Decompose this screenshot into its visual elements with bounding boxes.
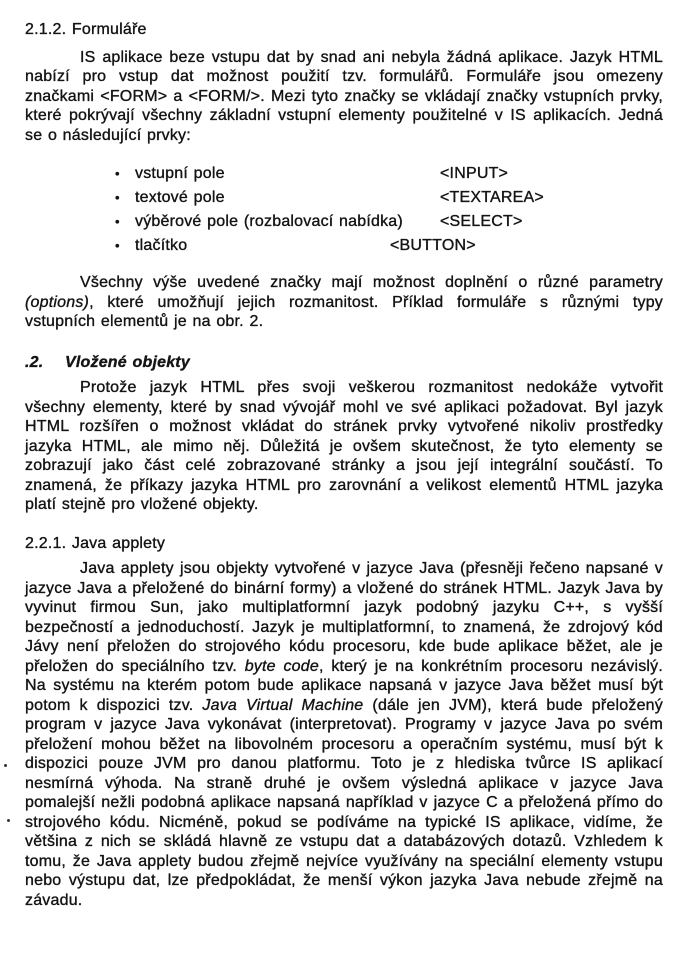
bullet-icon: • [115, 214, 120, 229]
heading-java-applety: 2.2.1. Java applety [25, 534, 166, 552]
heading-number: .2. [25, 353, 44, 371]
html-tag-input: <INPUT> [440, 165, 509, 182]
html-tag-button: <BUTTON> [390, 237, 476, 254]
heading-title: Vložené objekty [65, 353, 190, 371]
list-item-textove-pole [25, 186, 663, 210]
list-item-label: vstupní pole [135, 165, 225, 182]
paragraph-formulare-options: Všechny výše uvedené značky mají možnost doplnění o různé parametry (options), které umožňují jejich rozmanitost. Příklad formuláře s různými typy vstupních elementů je na obr. 2. [25, 274, 663, 330]
paragraph-formulare-intro: IS aplikace beze vstupu dat by snad ani nebyla žádná aplikace. Jazyk HTML nabízí pro vstup dat možnost použití tzv. formulářů. Formuláře jsou omezeny značkami <FORM> a <FORM/>. Mezi tyto značky se vkládají značky vstupních prvky, které pokrývají všechny základní vstupní elementy použitelné v IS aplikacích. Jedná se o následující prvky: [25, 48, 663, 144]
list-item-tlacitko [25, 234, 663, 258]
scan-artifact-dot [7, 819, 10, 822]
html-tag-select: <SELECT> [440, 213, 523, 230]
list-item-vyberove-pole [25, 210, 663, 234]
html-tag-textarea: <TEXTAREA> [440, 189, 544, 206]
heading-vlozene-objekty [25, 353, 663, 373]
bullet-icon: • [115, 238, 120, 253]
list-item-vstupni-pole [25, 162, 663, 186]
list-item-label: textové pole [135, 189, 225, 206]
bullet-icon: • [115, 166, 120, 181]
paragraph-vlozene-objekty: Protože jazyk HTML přes svoji veškerou rozmanitost nedokáže vytvořit všechny elementy, které by snad vývojář mohl ve své aplikaci požadovat. Byl jazyk HTML rozšířen o možnost vkládat do stránek prvky vytvořené nikoliv prostředky jazyka HTML, ale mimo něj. Důležitá je ovšem skutečnost, že tyto elementy se zobrazují jako část celé zobrazované stránky a jsou její integrální součástí. To znamená, že příkazy jazyka HTML pro zarovnání a velikost elementů HTML jazyka platí stejně pro vložené objekty. [25, 379, 663, 513]
scan-artifact-dot [4, 764, 7, 767]
list-item-label: tlačítko [135, 237, 188, 254]
form-elements-list [25, 162, 663, 258]
page-content [25, 20, 663, 910]
paragraph-java-applety: Java applety jsou objekty vytvořené v jazyce Java (přesněji řečeno napsané v jazyce Java a přeložené do binární formy) a vložené do stránek HTML. Jazyk Java by vyvinut firmou Sun, jako multiplatformní jazyk podobný jazyku C++, s vyšší bezpečností a jednoduchostí. Jazyk je multiplatformní, to znamená, že zdrojový kód Jávy není přeložen do strojového kódu procesoru, kde bude aplikace běžet, ale je přeložen do speciálního tzv. byte code, který je na konkrétním procesoru nezávislý. Na systému na kterém potom bude aplikace napsaná v jazyce Java běžet musí být potom k dispozici tzv. Java Virtual Machine (dále jen JVM), která bude přeložený program v jazyce Java vykonávat (interpretovat). Programy v jazyce Java po svém přeložení mohou běžet na libovolném procesoru a operačním systému, musí být k dispozici pouze JVM pro danou platformu. Toto je z hlediska tvůrce IS aplikací nesmírná výhoda. Na straně druhé je ovšem výsledná aplikace v jazyce Java pomalejší nežli podobná aplikace napsaná například v jazyce C a přeložená přímo do strojového kódu. Nicméně, pokud se podíváme na typické IS aplikace, vidíme, že většina z nich se skládá hlavně ze vstupu dat a databázových dotazů. Vzhledem k tomu, že Java applety budou zřejmě nejvíce využívány na speciální elementy vstupu nebo výstupu dat, lze předpokládat, že menší výkon jazyka Java nebude zřejmě na závadu. [25, 560, 663, 909]
list-item-label: výběrové pole (rozbalovací nabídka) [135, 213, 403, 230]
heading-formulare: 2.1.2. Formuláře [25, 21, 147, 38]
bullet-icon: • [115, 190, 120, 205]
